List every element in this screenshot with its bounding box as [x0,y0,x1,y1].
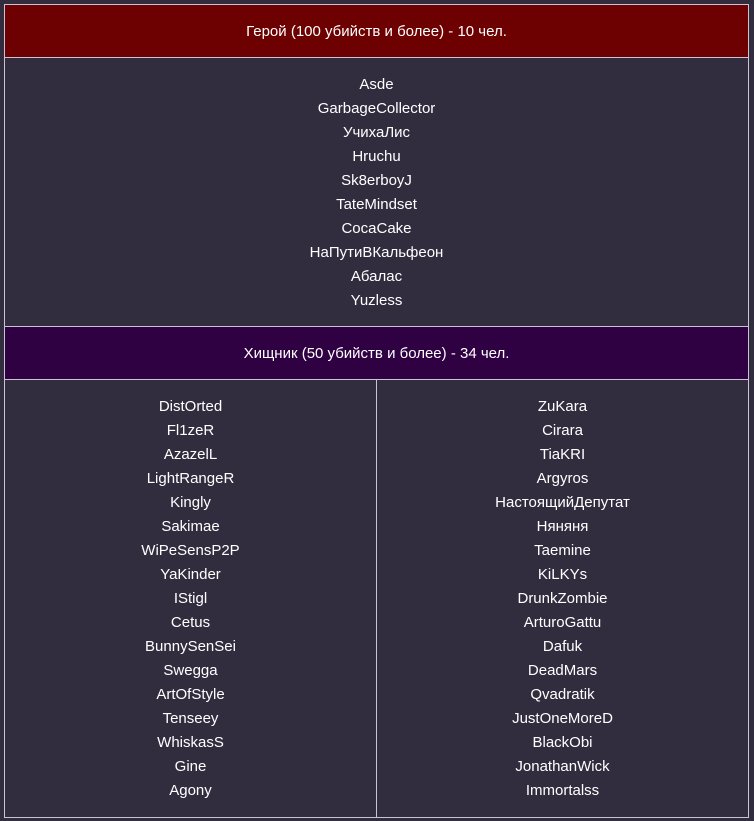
member-name: Argyros [536,470,589,487]
member-name: Tenseey [162,710,219,727]
member-name: JustOneMoreD [512,710,613,727]
member-name: LightRangeR [146,470,235,487]
member-name: WiPeSensP2P [141,542,240,559]
member-name: ArtOfStyle [156,686,225,703]
member-name: DeadMars [527,662,598,679]
member-name: Swegga [163,662,218,679]
member-name: Taemine [534,542,591,559]
member-name: Hruchu [352,148,401,165]
member-name: Yuzless [350,292,403,309]
member-name: Agony [169,782,212,799]
member-name: WhiskasS [157,734,224,751]
member-name: TiaKRI [539,446,586,463]
member-name: Immortalss [525,782,600,799]
member-name: AzazelL [163,446,218,463]
member-name: Fl1zeR [166,422,215,439]
member-name: НастоящийДепутат [495,494,630,511]
predator-right-members-list [377,395,748,803]
member-name: BlackObi [532,734,593,751]
member-name: KiLKYs [537,566,588,583]
member-name: YaKinder [160,566,221,583]
predator-left-members-list [5,395,376,803]
member-name: Gine [174,758,207,775]
hero-section-header [4,4,749,58]
member-name: ArturoGattu [523,614,602,631]
member-name: Cirara [542,422,583,439]
member-name: Sakimae [161,518,220,535]
member-name: Dafuk [542,638,583,655]
predator-left-column-cell [4,379,377,818]
member-name: BunnySenSei [145,638,236,655]
hero-members-list [5,73,748,313]
member-name: TateMindset [336,196,417,213]
member-name: GarbageCollector [317,100,436,117]
member-name: JonathanWick [515,758,610,775]
member-name: НаПутиВКальфеон [309,244,444,261]
predator-section-header [4,326,749,380]
member-name: Sk8erboyJ [341,172,412,189]
member-name: Абалас [350,268,403,285]
member-name: CocaCake [341,220,412,237]
member-name: Cetus [170,614,211,631]
predator-right-column-cell [376,379,749,818]
member-name: Qvadratik [530,686,595,703]
predator-section-title: Хищник (50 убийств и более) - 34 чел. [243,344,510,362]
member-name: Kingly [170,494,211,511]
member-name: Няняня [536,518,589,535]
member-name: УчихаЛис [342,124,411,141]
hero-section-title: Герой (100 убийств и более) - 10 чел. [246,22,507,40]
hero-members-cell [4,57,749,327]
member-name: DistOrted [158,398,223,415]
member-name: DrunkZombie [517,590,608,607]
member-name: IStigl [173,590,208,607]
member-name: Asde [359,76,394,93]
member-name: ZuKara [537,398,588,415]
